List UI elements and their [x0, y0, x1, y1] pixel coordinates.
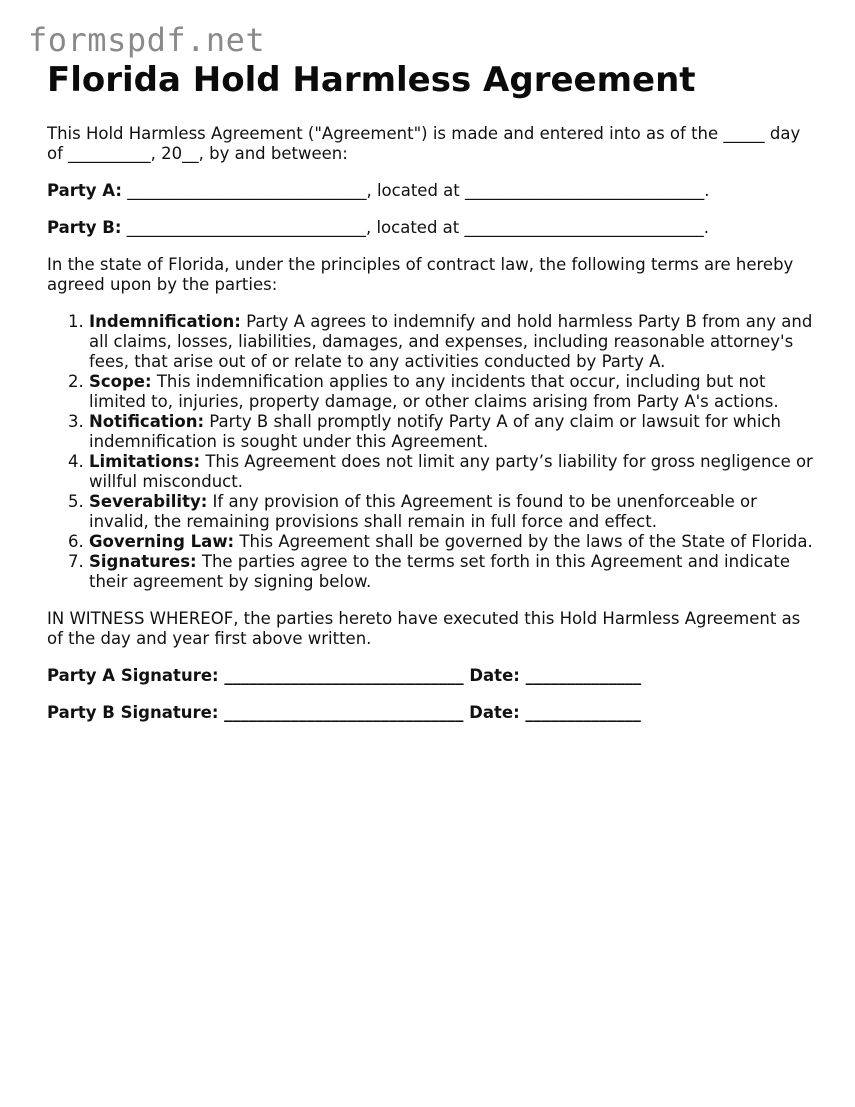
party-b-signature-line: Party B Signature: _____________________________ Date: ______________: [47, 703, 641, 722]
term-item: [89, 492, 817, 532]
party-b-label: Party B:: [47, 218, 122, 237]
term-heading: Signatures:: [89, 552, 197, 571]
term-heading: Notification:: [89, 412, 205, 431]
witness-paragraph: IN WITNESS WHEREOF, the parties hereto have executed this Hold Harmless Agreement as of the day and year first above written.: [47, 609, 801, 648]
party-a-line: [47, 181, 817, 201]
watermark-text: formspdf.net: [28, 21, 266, 59]
document-page: [47, 58, 817, 723]
term-item: [89, 552, 817, 592]
party-a-blank: _____________________________, located at _____________________________.: [121, 181, 710, 200]
term-text: Party B shall promptly notify Party A of any claim or lawsuit for which indemnification is sought under this Agreement.: [89, 412, 781, 451]
term-text: If any provision of this Agreement is found to be unenforceable or invalid, the remaining provisions shall remain in full force and effect.: [89, 492, 757, 531]
term-heading: Severability:: [89, 492, 208, 511]
document-title: Florida Hold Harmless Agreement: [47, 60, 696, 100]
party-a-label: Party A:: [47, 181, 122, 200]
term-heading: Indemnification:: [89, 312, 241, 331]
term-item: [89, 312, 817, 372]
term-text: This indemnification applies to any incidents that occur, including but not limited to, injuries, property damage, or other claims arising from Party A's actions.: [89, 372, 779, 411]
intro-paragraph: This Hold Harmless Agreement ("Agreement") is made and entered into as of the _____ day of __________, 20__, by and between:: [47, 124, 801, 163]
terms-list: [47, 312, 817, 592]
term-text: This Agreement does not limit any party’s liability for gross negligence or willful misconduct.: [89, 452, 813, 491]
term-item: [89, 412, 817, 452]
term-heading: Limitations:: [89, 452, 201, 471]
term-item: [89, 532, 817, 552]
preamble-paragraph: In the state of Florida, under the principles of contract law, the following terms are hereby agreed upon by the parties:: [47, 255, 794, 294]
term-item: [89, 452, 817, 492]
term-heading: Governing Law:: [89, 532, 235, 551]
term-item: [89, 372, 817, 412]
term-text: The parties agree to the terms set forth in this Agreement and indicate their agreement by signing below.: [89, 552, 790, 591]
term-text: This Agreement shall be governed by the laws of the State of Florida.: [234, 532, 813, 551]
party-b-line: [47, 218, 817, 238]
party-b-blank: _____________________________, located at _____________________________.: [121, 218, 709, 237]
term-heading: Scope:: [89, 372, 152, 391]
party-a-signature-line: Party A Signature: _____________________________ Date: ______________: [47, 666, 642, 685]
term-text: Party A agrees to indemnify and hold harmless Party B from any and all claims, losses, liabilities, damages, and expenses, including reasonable attorney's fees, that arise out of or relate to any activities conducted by Party A.: [89, 312, 813, 371]
